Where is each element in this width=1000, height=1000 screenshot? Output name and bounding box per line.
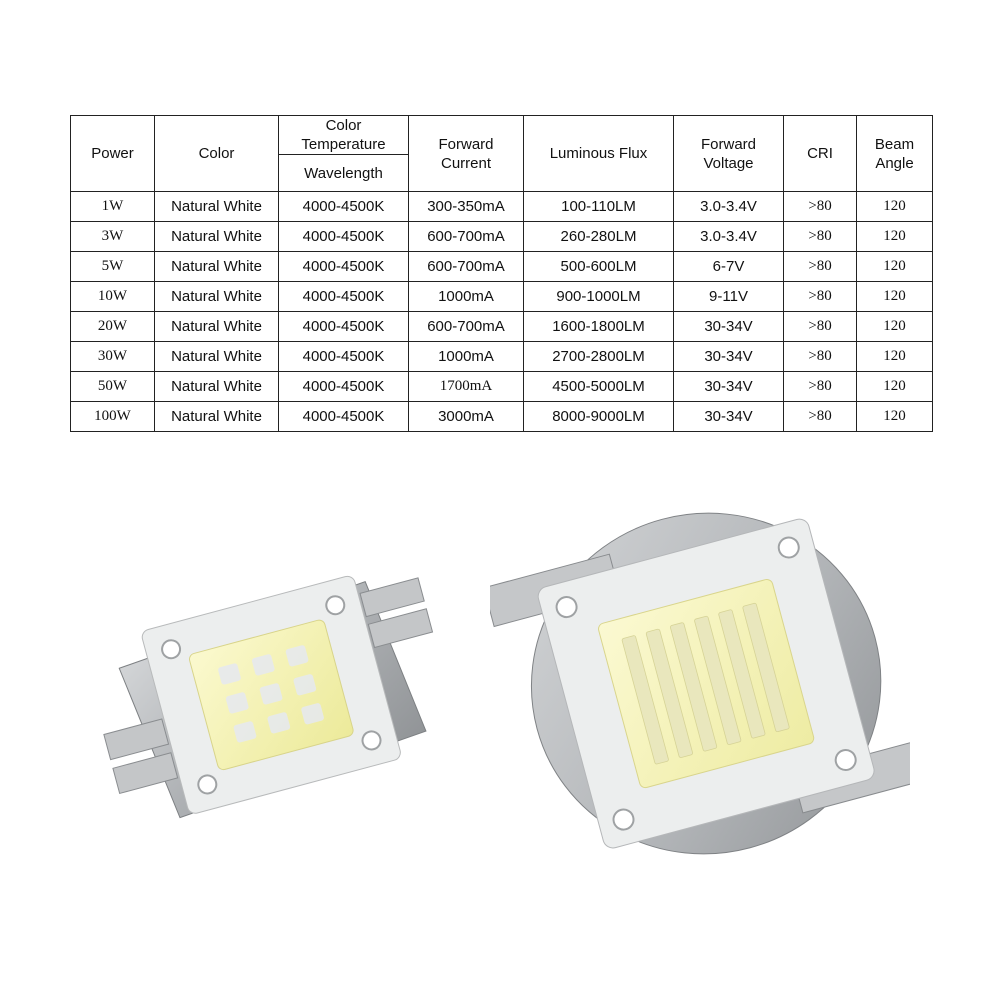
spec-table-body — [71, 192, 933, 432]
cell-angle: 120 — [857, 342, 933, 372]
cell-cri: >80 — [784, 312, 857, 342]
cell-power: 100W — [71, 402, 155, 432]
cell-color: Natural White — [155, 312, 279, 342]
cell-current: 3000mA — [409, 402, 524, 432]
header-color: Color — [155, 116, 279, 192]
cell-flux: 900-1000LM — [524, 282, 674, 312]
table-row — [71, 222, 933, 252]
cell-color: Natural White — [155, 342, 279, 372]
cell-power: 3W — [71, 222, 155, 252]
cell-voltage: 30-34V — [674, 342, 784, 372]
cell-flux: 260-280LM — [524, 222, 674, 252]
spec-table — [70, 115, 933, 432]
table-row — [71, 402, 933, 432]
cell-power: 1W — [71, 192, 155, 222]
cell-power: 5W — [71, 252, 155, 282]
table-row — [71, 372, 933, 402]
cell-power: 20W — [71, 312, 155, 342]
cell-cri: >80 — [784, 282, 857, 312]
header-forward-voltage: Forward Voltage — [674, 116, 784, 192]
cell-angle: 120 — [857, 252, 933, 282]
cell-flux: 1600-1800LM — [524, 312, 674, 342]
led-chip-100w-photo — [490, 505, 910, 855]
cell-color: Natural White — [155, 282, 279, 312]
cell-current: 1000mA — [409, 342, 524, 372]
cell-cri: >80 — [784, 222, 857, 252]
header-wavelength: Wavelength — [279, 155, 409, 192]
cell-temp: 4000-4500K — [279, 372, 409, 402]
cell-color: Natural White — [155, 252, 279, 282]
solder-tab — [360, 578, 424, 617]
cell-power: 10W — [71, 282, 155, 312]
cell-flux: 100-110LM — [524, 192, 674, 222]
cell-temp: 4000-4500K — [279, 342, 409, 372]
cell-angle: 120 — [857, 402, 933, 432]
cell-power: 50W — [71, 372, 155, 402]
cell-temp: 4000-4500K — [279, 312, 409, 342]
cell-temp: 4000-4500K — [279, 222, 409, 252]
cell-angle: 120 — [857, 372, 933, 402]
table-row — [71, 342, 933, 372]
cell-cri: >80 — [784, 252, 857, 282]
header-luminous-flux: Luminous Flux — [524, 116, 674, 192]
cell-angle: 120 — [857, 312, 933, 342]
cell-current: 1000mA — [409, 282, 524, 312]
cell-cri: >80 — [784, 402, 857, 432]
cell-temp: 4000-4500K — [279, 402, 409, 432]
cell-flux: 4500-5000LM — [524, 372, 674, 402]
table-row — [71, 252, 933, 282]
cell-voltage: 3.0-3.4V — [674, 222, 784, 252]
cell-temp: 4000-4500K — [279, 252, 409, 282]
cell-current: 600-700mA — [409, 312, 524, 342]
cell-color: Natural White — [155, 402, 279, 432]
cell-angle: 120 — [857, 192, 933, 222]
cell-temp: 4000-4500K — [279, 192, 409, 222]
cell-cri: >80 — [784, 192, 857, 222]
cell-current: 1700mA — [409, 372, 524, 402]
led-chip-10w-photo — [90, 540, 450, 840]
cell-current: 600-700mA — [409, 222, 524, 252]
cell-power: 30W — [71, 342, 155, 372]
cell-temp: 4000-4500K — [279, 282, 409, 312]
header-cri: CRI — [784, 116, 857, 192]
table-row — [71, 282, 933, 312]
header-color-temperature: Color Temperature — [279, 116, 409, 155]
cell-cri: >80 — [784, 372, 857, 402]
cell-cri: >80 — [784, 342, 857, 372]
cell-flux: 8000-9000LM — [524, 402, 674, 432]
table-row — [71, 312, 933, 342]
header-power: Power — [71, 116, 155, 192]
cell-flux: 2700-2800LM — [524, 342, 674, 372]
cell-voltage: 3.0-3.4V — [674, 192, 784, 222]
cell-color: Natural White — [155, 192, 279, 222]
table-row — [71, 192, 933, 222]
cell-color: Natural White — [155, 222, 279, 252]
cell-voltage: 9-11V — [674, 282, 784, 312]
cell-flux: 500-600LM — [524, 252, 674, 282]
cell-current: 300-350mA — [409, 192, 524, 222]
cell-voltage: 30-34V — [674, 402, 784, 432]
cell-voltage: 30-34V — [674, 372, 784, 402]
cell-current: 600-700mA — [409, 252, 524, 282]
cell-angle: 120 — [857, 282, 933, 312]
cell-angle: 120 — [857, 222, 933, 252]
cell-voltage: 30-34V — [674, 312, 784, 342]
cell-color: Natural White — [155, 372, 279, 402]
header-beam-angle: Beam Angle — [857, 116, 933, 192]
cell-voltage: 6-7V — [674, 252, 784, 282]
header-forward-current: Forward Current — [409, 116, 524, 192]
